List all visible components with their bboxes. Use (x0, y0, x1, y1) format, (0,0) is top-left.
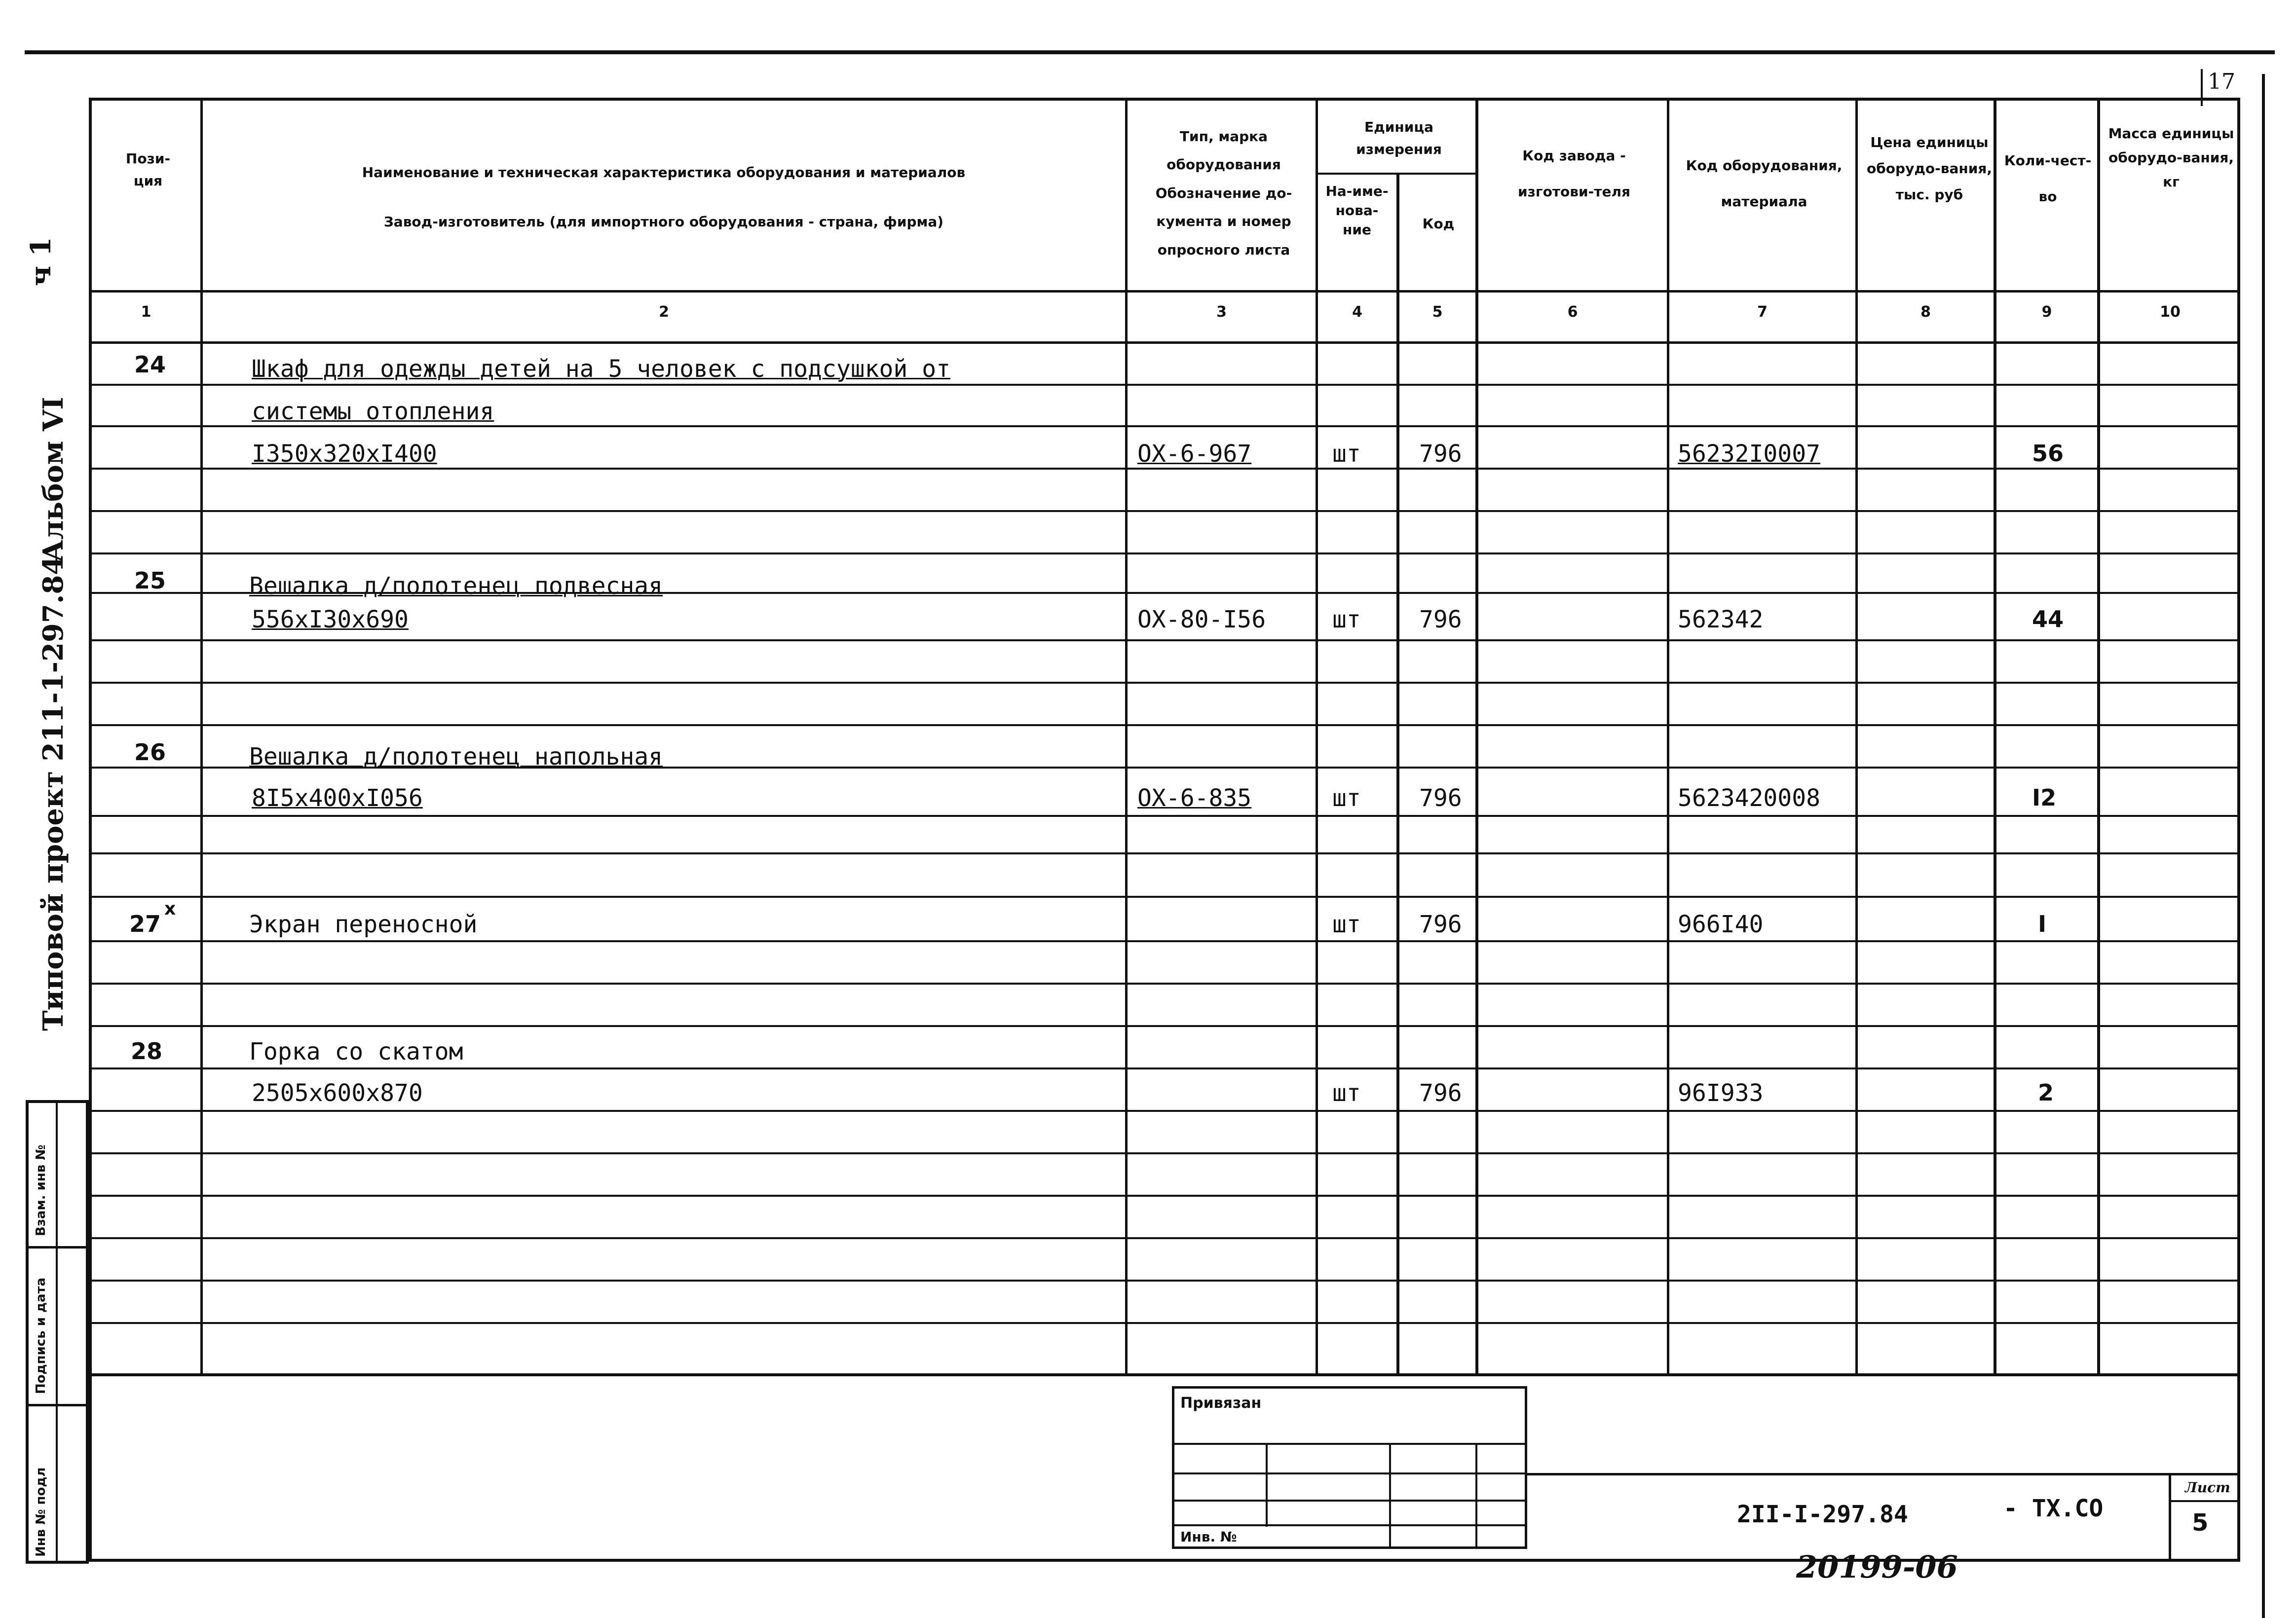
attached-label: Привязан (1180, 1395, 1262, 1412)
row-line (89, 852, 2240, 854)
row-unit: шт (1332, 606, 1361, 633)
col-number: 7 (1757, 303, 1768, 321)
attached-box (1172, 1386, 1527, 1549)
row-equipment-code: 96I933 (1678, 1079, 1764, 1107)
attached-col (1475, 1443, 1477, 1549)
inventory-label: Инв. № (1180, 1529, 1237, 1545)
header-position: Пози-ция (125, 150, 171, 189)
stamp-label-signature: Подпись и дата (34, 1277, 48, 1394)
header-name-line1: Наименование и техническая характеристика оборудования и материалов (362, 164, 966, 181)
attached-rule (1174, 1443, 1525, 1445)
col-number: 8 (1920, 303, 1931, 321)
row-line (89, 682, 2240, 684)
row-quantity: 2 (2038, 1079, 2054, 1106)
document-suffix: - ТХ.СО (2003, 1495, 2104, 1522)
attached-col (1266, 1443, 1268, 1527)
side-stamp-divider (56, 1103, 58, 1561)
row-line (89, 724, 2240, 726)
row-quantity: 56 (2032, 440, 2064, 467)
row-line (89, 1025, 2240, 1027)
sheet-number: 5 (2192, 1509, 2209, 1537)
corner-mark: 17 (2208, 69, 2235, 94)
margin-top-mark: ч 1 (25, 237, 57, 286)
margin-project: Типовой проект 211-1-297.84 (37, 555, 70, 1031)
header-unit-name: На-име-нова-ние (1325, 183, 1389, 238)
attached-rule (1174, 1472, 1525, 1474)
row-line (89, 1280, 2240, 1282)
row-unit: шт (1332, 1079, 1361, 1107)
row-line (89, 1195, 2240, 1197)
stamp-label-inventory: Инв № подл (34, 1467, 48, 1557)
sheet-label: Лист (2185, 1479, 2230, 1496)
row-quantity: 44 (2032, 606, 2064, 632)
row-line (89, 1322, 2240, 1324)
title-block-rule (1527, 1473, 2240, 1475)
row-type: ОХ-80-I56 (1137, 606, 1266, 633)
stamp-label-replace: Взам. инв № (34, 1144, 48, 1236)
side-stamp-rule (29, 1246, 86, 1249)
attached-rule (1174, 1524, 1525, 1526)
row-quantity: I (2038, 911, 2047, 937)
header-unit: Единица измерения (1356, 119, 1442, 157)
right-edge-line (2262, 74, 2265, 1618)
row-name-line: Шкаф для одежды детей на 5 человек с подсушкой от (252, 355, 951, 383)
row-unit: шт (1332, 784, 1361, 812)
row-name-line: 2505x600x870 (252, 1079, 423, 1107)
row-line (89, 384, 2240, 386)
row-type: ОХ-6-835 (1137, 784, 1252, 812)
attached-rule (1174, 1500, 1525, 1502)
top-rule (25, 50, 2275, 54)
row-line (89, 940, 2240, 942)
row-position: 26 (134, 739, 166, 766)
col-number: 3 (1216, 303, 1227, 321)
margin-album: Альбом VI (37, 397, 70, 562)
row-quantity: I2 (2032, 784, 2057, 811)
attached-col (1389, 1443, 1391, 1549)
row-position: 24 (134, 351, 166, 378)
row-unit-code: 796 (1419, 606, 1462, 633)
row-position-superscript: x (164, 899, 176, 919)
row-unit-code: 796 (1419, 440, 1462, 468)
row-name-line: 556xI30x690 (252, 606, 409, 633)
row-equipment-code: 562342 (1678, 606, 1764, 633)
header-quantity: Коли-чест-во (2004, 152, 2092, 205)
document-code: 2II-I-297.84 (1737, 1501, 1908, 1528)
row-position: 27 (129, 911, 161, 937)
row-unit-code: 796 (1419, 911, 1462, 938)
header-type: Тип, марка оборудования Обозначение до-кумента и номер опросного листа (1155, 128, 1292, 258)
row-line (89, 983, 2240, 985)
row-line (89, 1152, 2240, 1154)
col-number: 2 (659, 303, 669, 321)
header-mass: Масса единицы оборудо-вания, кг (2108, 125, 2234, 190)
col-line (1475, 98, 1478, 1375)
col-line (1316, 98, 1318, 1375)
row-line (89, 1067, 2240, 1069)
side-stamp-rule (29, 1404, 86, 1406)
row-unit: шт (1332, 440, 1361, 468)
row-unit: шт (1332, 911, 1361, 938)
header-price: Цена единицы оборудо-вания, тыс. руб (1867, 134, 1992, 203)
row-line (89, 639, 2240, 641)
row-line (89, 896, 2240, 898)
col-number: 1 (141, 303, 151, 321)
bottom-registration-number: 20199-06 (1796, 1549, 1958, 1585)
sheet-box (2169, 1473, 2240, 1562)
row-equipment-code: 56232I0007 (1678, 440, 1820, 468)
header-bottom (89, 290, 2240, 293)
row-position: 28 (131, 1038, 163, 1065)
side-stamp (26, 1100, 89, 1564)
col-line (200, 98, 203, 1375)
col-line (1125, 98, 1128, 1375)
colnum-bottom (89, 341, 2240, 344)
row-line (89, 552, 2240, 554)
header-name-line2: Завод-изготовитель (для импортного оборудования - страна, фирма) (383, 214, 944, 230)
row-name-line: Вешалка д/полотенец напольная (249, 743, 663, 771)
row-line (89, 468, 2240, 470)
col-number: 6 (1567, 303, 1578, 321)
row-name-line: системы отопления (252, 398, 494, 425)
row-name-line: I350x320xI400 (252, 440, 437, 468)
table-bottom (89, 1373, 2240, 1376)
row-unit-code: 796 (1419, 1079, 1462, 1107)
row-position: 25 (134, 567, 166, 594)
sheet-box-rule (2171, 1500, 2238, 1502)
row-name-line: 8I5x400xI056 (252, 784, 423, 812)
row-line (89, 1237, 2240, 1239)
row-line (89, 510, 2240, 512)
col-number: 10 (2160, 303, 2181, 321)
row-name-line: Экран переносной (249, 911, 478, 938)
col-line (2097, 98, 2100, 1375)
col-line (1667, 98, 1669, 1375)
header-equipment-code: Код оборудования, материала (1686, 157, 1843, 210)
row-line (89, 1110, 2240, 1112)
header-unit-code: Код (1422, 216, 1455, 232)
col-line (1994, 98, 1996, 1375)
row-type: ОХ-6-967 (1137, 440, 1252, 468)
col-number: 5 (1432, 303, 1443, 321)
row-name-line: Вешалка д/полотенец подвесная (249, 572, 663, 600)
col-line (1855, 98, 1858, 1375)
row-equipment-code: 5623420008 (1678, 784, 1820, 812)
row-unit-code: 796 (1419, 784, 1462, 812)
header-split-unit (1316, 173, 1476, 175)
row-name-line: Горка со скатом (249, 1038, 463, 1066)
col-number: 9 (2041, 303, 2052, 321)
row-equipment-code: 966I40 (1678, 911, 1764, 938)
col-number: 4 (1352, 303, 1362, 321)
row-line (89, 815, 2240, 817)
header-maker-code: Код завода - изготови-теля (1518, 147, 1630, 200)
row-line (89, 425, 2240, 427)
